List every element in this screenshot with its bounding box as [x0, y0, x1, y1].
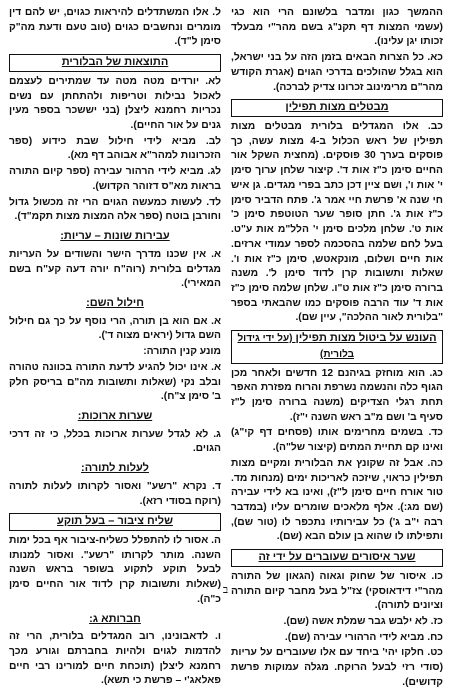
page-number: ב — [222, 584, 229, 596]
paragraph: כח. מביא לידי הרהורי עבירה (שם). — [284, 631, 443, 643]
section-heading — [231, 330, 443, 363]
paragraph: א. אינו יכול להגיע לדעת התורה בכוונה טהורה ובלב נקי (שאלות ותשובות מה"ם בריסק חלק ב' סימן צ"ח). — [9, 361, 221, 403]
left-column — [9, 6, 221, 687]
paragraph: א. אם הוא בן תורה, הרי נוסף על כך גם חילול השם גדול (יראים מצוה ד'). — [9, 315, 221, 342]
paragraph: כא. כל הצרות הבאים בזמן הזה על בני ישראל, הוא בגלל שהולכים בדרכי הגוים (אגרת הקודש מהר"ם מרימינוב זכרונו צדיק לברכה). — [231, 52, 443, 93]
section-heading: מבטלים מצות תפילין — [231, 99, 443, 117]
paragraph: ה. אסור לו להתפלל כשליח-ציבור אף בכל ימות השנה. מותר לקרותו "רשע". ואסור למנותו לבעל תוקע לתקוע בשופר בראש השנה (שאלות ותשובות קרן לדוד אור החיים סימן כ"ה). — [9, 535, 221, 605]
section-heading: חילול השם: — [86, 296, 144, 309]
paragraph: כג. הוא מוחזק בגיהנם 12 חדשים ולאחר מכן הגוף כלה והנשמה נשרפת והרוח מפזרת האפר תחת רגלי הצדיקים (משנה ברורה סימן ל"ז סעיף ב' ושם מ"ב ראש השנה י"ז). — [231, 367, 443, 423]
two-column-layout — [8, 6, 443, 688]
paragraph: א. אין שכנו מדרך הישר והשודים על העריות מגדלים בלורית (רוה"ח יורה דעה קע"ח בשם המאירי). — [9, 248, 221, 290]
section-heading: התוצאות של הבלורית — [9, 54, 221, 72]
section-heading: שליח ציבור – בעל תוקע — [9, 513, 221, 531]
paragraph: כז. לא ילבש גבר שמלת אשה (שם). — [283, 616, 443, 628]
right-column — [231, 6, 443, 688]
section-heading: חברותא ג: — [89, 612, 141, 625]
paragraph: כד. בשמים מחרימים אותו (פסחים דף קי"ג) ואינו קם תחיית המתים (קיצור של"ה). — [231, 427, 443, 454]
paragraph: ההמשך כגון ומדבר בלשונם הרי הוא כגי (עשמי המצות דף תקנ"ג בשם מהר"י מבעלד זכותו יגן עלינו). — [231, 7, 443, 48]
paragraph: כט. חלקו יהי' ביחד עם אלו שעוברים על עריות (סודי רזי לבעל הרוקח. מגלה עמוקות פרשת קדושים). — [231, 647, 443, 688]
paragraph: לא. יורדים מטה מטה עד שמתירים לעצמם לאכול נבילות וטריפות ולהתחתן עם נשים נכריות רחמנא ליצלן (בני יששכר בספר מעין גנים על אור החיים). — [9, 75, 221, 132]
paragraph: לד. לעשות כמעשה הגוים הרי זה מכשול גדול וחורבן בוטח (ספר אלה המצות מצות תקמ"ד). — [9, 196, 221, 223]
paragraph: ד. נקרא "רשע" ואסור לקרותו לעלות לתורה (רוקח בסודי רזא). — [9, 480, 221, 507]
paragraph: כה. אבל זה שקונץ את הבלורית ומקיים מצות תפילין כראוי, שיזכה לאריכות ימים (מנחות מד. טור אורח חיים סימן ל"ז), ואינו בא לידי עבירה (שם מג:). אלף מלאכים שומרים עליו (במדבר רבה י"ב ג') כל עבירותיו נתכפר לו (טור שם), ותפילתו לו שהוא בן עולם הבא (שם). — [231, 457, 443, 543]
section-heading: שערות ארוכות: — [77, 409, 153, 422]
section-heading: עבירות שונות – עריות: — [60, 230, 170, 243]
paragraph: כב. אלו המגדלים בלורית מבטלים מצות תפילין של ראש הכלול ב-4 מצות עשה, כך פוסקים בערך 30 פוסקים. (מחצית השקל אור החיים סימן כ"ז אות ד'. קיצור שלחן ערוך סימן י' אות ו', ושם ציין דכן כתב בפרי מגדים. גן איש חי שנה א' פרשת חיי אמר ג'. פתח הדביר סימן כ"ז אות ג'. חתן סופר שער הטוטפת סימן כ' אות ט'. שלחן מלכים סימן י' הלל"מ אות ע"ט. בעל לחם שלמה בהסכמה לספר עמודי ארזים. אות חיים ושלום, מונקאטש, סימן כ"ז אות ו'. שאלות ותשובות קרן לדוד סימן ל'. משנה ברורה סימן כ"ז אות ט"ו. שלחן שלמה סימן כ"ז אות ד' עוד הרבה פוסקים כמו שהבאתי בספר "בלורית לאור ההלכה", עיין שם). — [231, 121, 443, 324]
paragraph: לג. מביא לידי הרהור עבירה (ספר קיום התורה בראות מא"ס דזוהר הקדוש). — [9, 166, 221, 192]
paragraph: מונע קנין התורה: — [143, 346, 221, 358]
section-heading: שער איסורים שעוברים על ידי זה — [231, 549, 443, 567]
heading-main: העונש על ביטול מצות תפילין — [295, 332, 437, 345]
section-heading: לעלות לתורה: — [81, 462, 149, 475]
paragraph: ל. אלו המשתדלים להיראות כגוים, יש להם דין מומרים ונחשבים כגוים (טוב טעם ודעת מה"ק סימן ל"ד). — [9, 7, 221, 48]
paragraph: ג. לא לגדל שערות ארוכות בכלל, כי זה דרכי הגוים. — [9, 428, 221, 455]
paragraph: לב. מביא לידי חילול שבת כידוע (ספר הזכרונות למהר"א אבוהב דף מא). — [9, 135, 221, 162]
paragraph: כו. איסור של שחוק וגאוה (הגאון של התורה מהר"י דידאוסקי) צז"ל בעל מחבר קיום התורה וציונים לתורה). — [231, 570, 443, 612]
paragraph: ו. לדאבונינו, רוב המגדלים בלורית, הרי זה להדמות לגוים ולהיות בחברתם וגורע מכך רחמנא ליצלן (תוכחת חיים למורינו רבי חיים פאלאג'י – פרשת כי תשא). — [9, 631, 221, 687]
heading-sub: (על ידי גידול בלורית) — [237, 333, 355, 360]
